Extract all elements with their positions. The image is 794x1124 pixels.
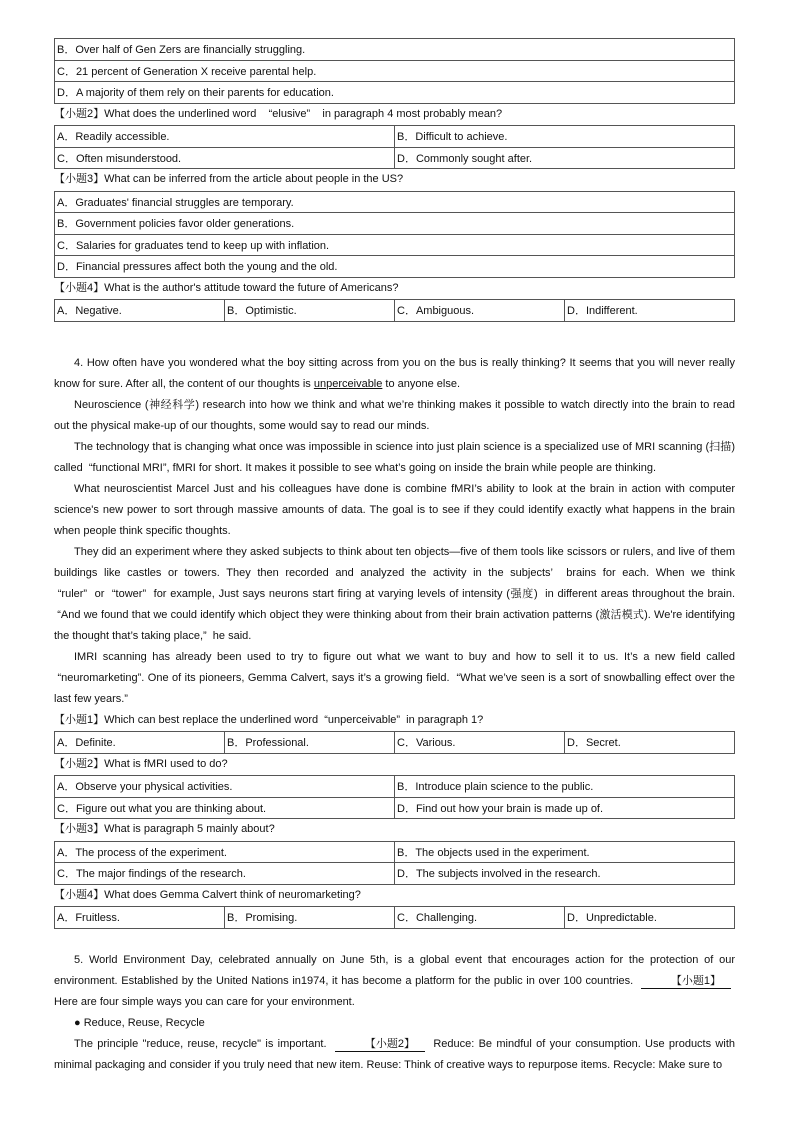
passage5-paragraph-2 (54, 1034, 735, 1076)
question-stem: 【小题4】What is the author's attitude toward the future of Americans? (54, 281, 399, 294)
passage5-paragraph-1 (54, 950, 735, 1013)
option-d[interactable]: D．The subjects involved in the research. (395, 863, 735, 885)
option-b[interactable]: B．Optimistic. (225, 300, 395, 322)
option-d[interactable]: D．Secret. (565, 732, 735, 754)
question-stem: 【小题3】What can be inferred from the article about people in the US? (54, 173, 404, 185)
option-d[interactable]: D．A majority of them rely on their parents for education. (55, 82, 735, 104)
passage4-paragraph-4: What neuroscientist Marcel Just and his colleagues have done is combine fMRI’s ability to look at the brain in action with computer science's new power to sort through massive amounts of data. The goal is to see if they could identify exactly what happens in the brain when people think specific thoughts. (54, 482, 735, 537)
question-stem: 【小题4】What does Gemma Calvert think of neuromarketing? (54, 888, 361, 901)
underlined-word: unperceivable (313, 377, 383, 390)
option-a[interactable]: A．Graduates' financial struggles are temporary. (55, 191, 735, 213)
option-a[interactable]: A．Readily accessible. (55, 126, 395, 148)
option-a[interactable]: A．Observe your physical activities. (55, 776, 395, 798)
option-b[interactable]: B．Professional. (225, 732, 395, 754)
option-b[interactable]: B．Introduce plain science to the public. (395, 776, 735, 798)
text: Here are four simple ways you can care for your environment. (54, 995, 355, 1008)
option-b[interactable]: B．Promising. (225, 907, 395, 929)
option-a[interactable]: A．Negative. (55, 300, 225, 322)
passage4-paragraph-3: The technology that is changing what once was impossible in science into just plain science is a specialized use of MRI scanning (扫描) called “functional MRI”, fMRI for short. It makes it possible to see what’s going on inside the brain while people are thinking. (54, 440, 735, 474)
option-c[interactable]: C．Various. (395, 732, 565, 754)
passage4-paragraph-6: IMRI scanning has already been used to try to figure out what we want to buy and how to sell it to us. It’s a new field called “neuromarketing”. One of its pioneers, Gemma Calvert, says it’s a growing field. “What we’ve seen is a sort of snowballing effect over the last few years.” (54, 650, 735, 705)
option-c[interactable]: C．The major findings of the research. (55, 863, 395, 885)
option-c[interactable]: C．Ambiguous. (395, 300, 565, 322)
option-d[interactable]: D．Indifferent. (565, 300, 735, 322)
answer-blank-2[interactable]: 【小题2】 (335, 1038, 425, 1052)
option-d[interactable]: D．Find out how your brain is made up of. (395, 797, 735, 819)
document-page (54, 38, 735, 1076)
option-b[interactable]: B．The objects used in the experiment. (395, 841, 735, 863)
p4-q3-options (54, 841, 735, 885)
option-c[interactable]: C．Often misunderstood. (55, 147, 395, 169)
bullet-heading: ● Reduce, Reuse, Recycle (74, 1016, 205, 1029)
prev-q4-options (54, 299, 735, 322)
option-a[interactable]: A．Fruitless. (55, 907, 225, 929)
text: The principle "reduce, reuse, recycle" is important. (74, 1037, 327, 1050)
prev-q2-options (54, 125, 735, 169)
question-stem: 【小题3】What is paragraph 5 mainly about? (54, 823, 275, 835)
text: Reduce: Be mindful of your consumption. Use products with minimal packaging and consider if you truly need that new item. Reuse: Think of creative ways to repurpose items. Recycle: Make sure to (54, 1037, 735, 1071)
text: to anyone else. (382, 377, 461, 390)
option-d[interactable]: D．Financial pressures affect both the young and the old. (55, 256, 735, 278)
question-stem: 【小题1】Which can best replace the underlined word “unperceivable” in paragraph 1? (54, 713, 484, 726)
option-b[interactable]: B．Over half of Gen Zers are financially struggling. (55, 39, 735, 61)
option-c[interactable]: C．Challenging. (395, 907, 565, 929)
p4-q4-options (54, 906, 735, 929)
option-b[interactable]: B．Difficult to achieve. (395, 126, 735, 148)
answer-blank-1[interactable]: 【小题1】 (641, 975, 731, 989)
passage4-paragraph-5: They did an experiment where they asked subjects to think about ten objects—five of them tools like scissors or rulers, and live of them buildings like castles or towers. They then recorded and analyzed the activity in the subjects’ brains for each. When we think “ruler” or “tower” for example, Just says neurons start firing at varying levels of intensity (强度) in different areas throughout the brain. “And we found that we could identify which object they were thinking about from their brain activation patterns (激活模式). We're identifying the thought that’s taking place,” he said. (54, 545, 735, 642)
option-c[interactable]: C．Figure out what you are thinking about. (55, 797, 395, 819)
option-c[interactable]: C．Salaries for graduates tend to keep up with inflation. (55, 234, 735, 256)
option-a[interactable]: A．The process of the experiment. (55, 841, 395, 863)
passage4-paragraph-2: Neuroscience (神经科学) research into how we think and what we’re thinking makes it possible to watch directly into the brain to read out the physical make-up of our thoughts, some would say to read our minds. (54, 398, 735, 432)
passage4-paragraph-1 (54, 353, 735, 395)
prev-q1-options (54, 38, 735, 104)
question-stem: 【小题2】What is fMRI used to do? (54, 757, 228, 770)
option-c[interactable]: C．21 percent of Generation X receive parental help. (55, 60, 735, 82)
option-b[interactable]: B．Government policies favor older generations. (55, 213, 735, 235)
option-a[interactable]: A．Definite. (55, 732, 225, 754)
p4-q1-options (54, 731, 735, 754)
text: 5. World Environment Day, celebrated annually on June 5th, is a global event that encourages action for the protection of our environment. Established by the United Nations in1974, it has become a platform for the public in over 100 countries. (54, 953, 735, 987)
text: 4. How often have you wondered what the boy sitting across from you on the bus is really thinking? It seems that you will never really know for sure. After all, the content of our thoughts is (54, 356, 735, 390)
p4-q2-options (54, 775, 735, 819)
question-stem: 【小题2】What does the underlined word “elusive” in paragraph 4 most probably mean? (54, 107, 503, 120)
prev-q3-options (54, 191, 735, 278)
option-d[interactable]: D．Commonly sought after. (395, 147, 735, 169)
option-d[interactable]: D．Unpredictable. (565, 907, 735, 929)
